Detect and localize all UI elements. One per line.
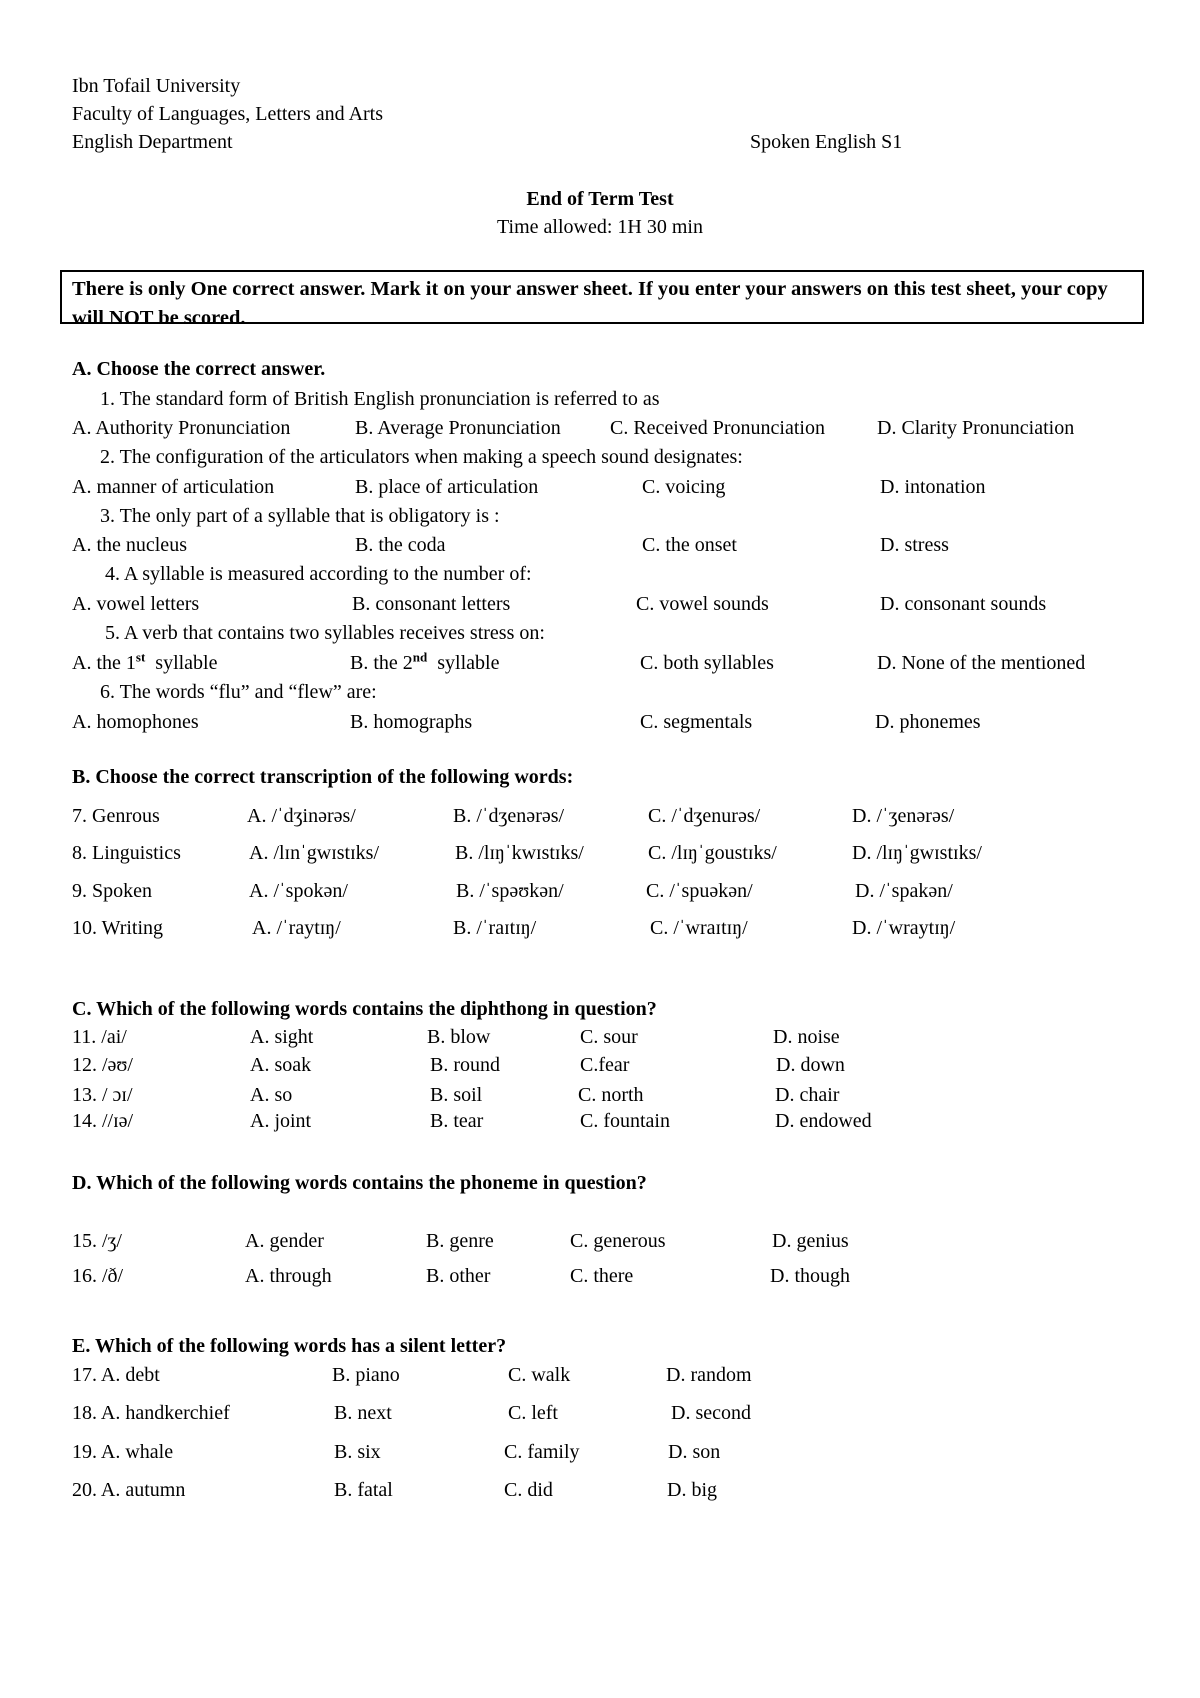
option-d: D. /ˈspakən/ [855, 880, 953, 902]
option-c: C. family [504, 1441, 580, 1463]
question-stem: 1. The standard form of British English pronunciation is referred to as [100, 388, 660, 410]
option-a: A. the nucleus [72, 534, 187, 556]
option-b: B. consonant letters [352, 593, 511, 615]
option-d: D. endowed [775, 1110, 872, 1132]
option-a: A. /ˈdʒinərəs/ [247, 805, 356, 827]
option-a: 19. A. whale [72, 1441, 174, 1463]
section-b-heading: B. Choose the correct transcription of the following words: [72, 766, 574, 788]
option-b: B. /lɪŋˈkwɪstɪks/ [455, 842, 584, 864]
option-b: B. round [430, 1054, 500, 1076]
option-c: C. /ˈspuəkən/ [646, 880, 753, 902]
option-a: A. /ˈraytɪŋ/ [252, 917, 341, 939]
option-d: D. though [770, 1265, 850, 1287]
option-c: C. /ˈdʒenurəs/ [648, 805, 761, 827]
option-a: A. homophones [72, 711, 199, 733]
symbol-label: 13. / ɔɪ/ [72, 1084, 133, 1106]
option-c: C. /lɪŋˈgoustɪks/ [648, 842, 777, 864]
option-b: B. place of articulation [355, 476, 539, 498]
option-a: A. so [250, 1084, 293, 1106]
option-a: A. /lɪnˈgwɪstɪks/ [249, 842, 380, 864]
faculty-name: Faculty of Languages, Letters and Arts [72, 103, 384, 125]
option-a: A. the 1st syllable [72, 649, 218, 674]
option-c: C. segmentals [640, 711, 753, 733]
time-allowed: Time allowed: 1H 30 min [497, 216, 703, 238]
option-a: A. /ˈspokən/ [249, 880, 348, 902]
option-b: B. six [334, 1441, 381, 1463]
option-b: B. other [426, 1265, 491, 1287]
option-c: C. left [508, 1402, 558, 1424]
word-label: 9. Spoken [72, 880, 152, 902]
course-name: Spoken English S1 [750, 131, 903, 153]
option-c: C. voicing [642, 476, 726, 498]
test-title: End of Term Test [526, 188, 674, 210]
symbol-label: 15. /ʒ/ [72, 1230, 122, 1252]
option-d: D. intonation [880, 476, 986, 498]
symbol-label: 14. //ɪə/ [72, 1110, 134, 1132]
option-b: B. /ˈspəʊkən/ [456, 880, 564, 902]
question-stem: 3. The only part of a syllable that is obligatory is : [100, 505, 500, 527]
option-c: C. north [578, 1084, 644, 1106]
option-a: 17. A. debt [72, 1364, 160, 1386]
section-c-heading: C. Which of the following words contains the diphthong in question? [72, 998, 657, 1020]
option-b: B. next [334, 1402, 392, 1424]
option-c: C. sour [580, 1026, 638, 1048]
option-d: D. phonemes [875, 711, 981, 733]
option-c: C. both syllables [640, 652, 774, 674]
symbol-label: 12. /əʊ/ [72, 1054, 133, 1076]
question-stem: 4. A syllable is measured according to the number of: [105, 563, 532, 585]
option-b: B. /ˈraɪtɪŋ/ [453, 917, 537, 939]
option-c: C. fountain [580, 1110, 670, 1132]
question-stem: 2. The configuration of the articulators when making a speech sound designates: [100, 446, 743, 468]
option-d: D. /lɪŋˈgwɪstɪks/ [852, 842, 982, 864]
option-a: A. soak [250, 1054, 312, 1076]
option-d: D. big [667, 1479, 717, 1501]
option-a: A. Authority Pronunciation [72, 417, 291, 439]
option-b: B. blow [427, 1026, 491, 1048]
option-d: D. down [776, 1054, 845, 1076]
option-c: C. Received Pronunciation [610, 417, 825, 439]
section-d-heading: D. Which of the following words contains the phoneme in question? [72, 1172, 647, 1194]
option-b: B. Average Pronunciation [355, 417, 561, 439]
option-d: D. genius [772, 1230, 849, 1252]
option-d: D. stress [880, 534, 949, 556]
option-a: A. sight [250, 1026, 314, 1048]
section-e-heading: E. Which of the following words has a silent letter? [72, 1335, 507, 1357]
option-a: 18. A. handkerchief [72, 1402, 230, 1424]
option-b: B. /ˈdʒenərəs/ [453, 805, 565, 827]
option-d: D. consonant sounds [880, 593, 1047, 615]
option-b: B. genre [426, 1230, 494, 1252]
option-d: D. /ˈwraytɪŋ/ [852, 917, 956, 939]
university-name: Ibn Tofail University [72, 75, 241, 97]
option-d: D. noise [773, 1026, 840, 1048]
option-a: 20. A. autumn [72, 1479, 186, 1501]
option-a: A. vowel letters [72, 593, 200, 615]
word-label: 8. Linguistics [72, 842, 181, 864]
option-d: D. random [666, 1364, 752, 1386]
option-a: A. through [245, 1265, 332, 1287]
option-d: D. second [671, 1402, 751, 1424]
option-d: D. Clarity Pronunciation [877, 417, 1075, 439]
word-label: 10. Writing [72, 917, 164, 939]
option-a: A. joint [250, 1110, 312, 1132]
option-c: C. vowel sounds [636, 593, 769, 615]
option-a: A. gender [245, 1230, 324, 1252]
option-c: C. there [570, 1265, 634, 1287]
option-b: B. soil [430, 1084, 483, 1106]
section-a-heading: A. Choose the correct answer. [72, 358, 326, 380]
question-stem: 6. The words “flu” and “flew” are: [100, 681, 377, 703]
option-c: C. did [504, 1479, 553, 1501]
option-c: C. walk [508, 1364, 571, 1386]
option-d: D. son [668, 1441, 721, 1463]
department-name: English Department [72, 131, 233, 153]
option-b: B. tear [430, 1110, 484, 1132]
option-a: A. manner of articulation [72, 476, 275, 498]
option-c: C. the onset [642, 534, 737, 556]
option-c: C. generous [570, 1230, 666, 1252]
notice-text: There is only One correct answer. Mark it on your answer sheet. If you enter your answers on this test sheet, your copy will NOT be scored. [72, 278, 1108, 329]
word-label: 7. Genrous [72, 805, 160, 827]
option-d: D. None of the mentioned [877, 652, 1086, 674]
symbol-label: 11. /ai/ [72, 1026, 127, 1048]
option-d: D. chair [775, 1084, 840, 1106]
question-stem: 5. A verb that contains two syllables receives stress on: [105, 622, 545, 644]
option-b: B. the coda [355, 534, 446, 556]
option-b: B. homographs [350, 711, 473, 733]
option-d: D. /ˈʒenərəs/ [852, 805, 955, 827]
option-c: C.fear [580, 1054, 630, 1076]
option-b: B. piano [332, 1364, 400, 1386]
option-b: B. fatal [334, 1479, 393, 1501]
option-c: C. /ˈwraɪtɪŋ/ [650, 917, 748, 939]
symbol-label: 16. /ð/ [72, 1265, 124, 1287]
option-b: B. the 2nd syllable [350, 649, 500, 674]
